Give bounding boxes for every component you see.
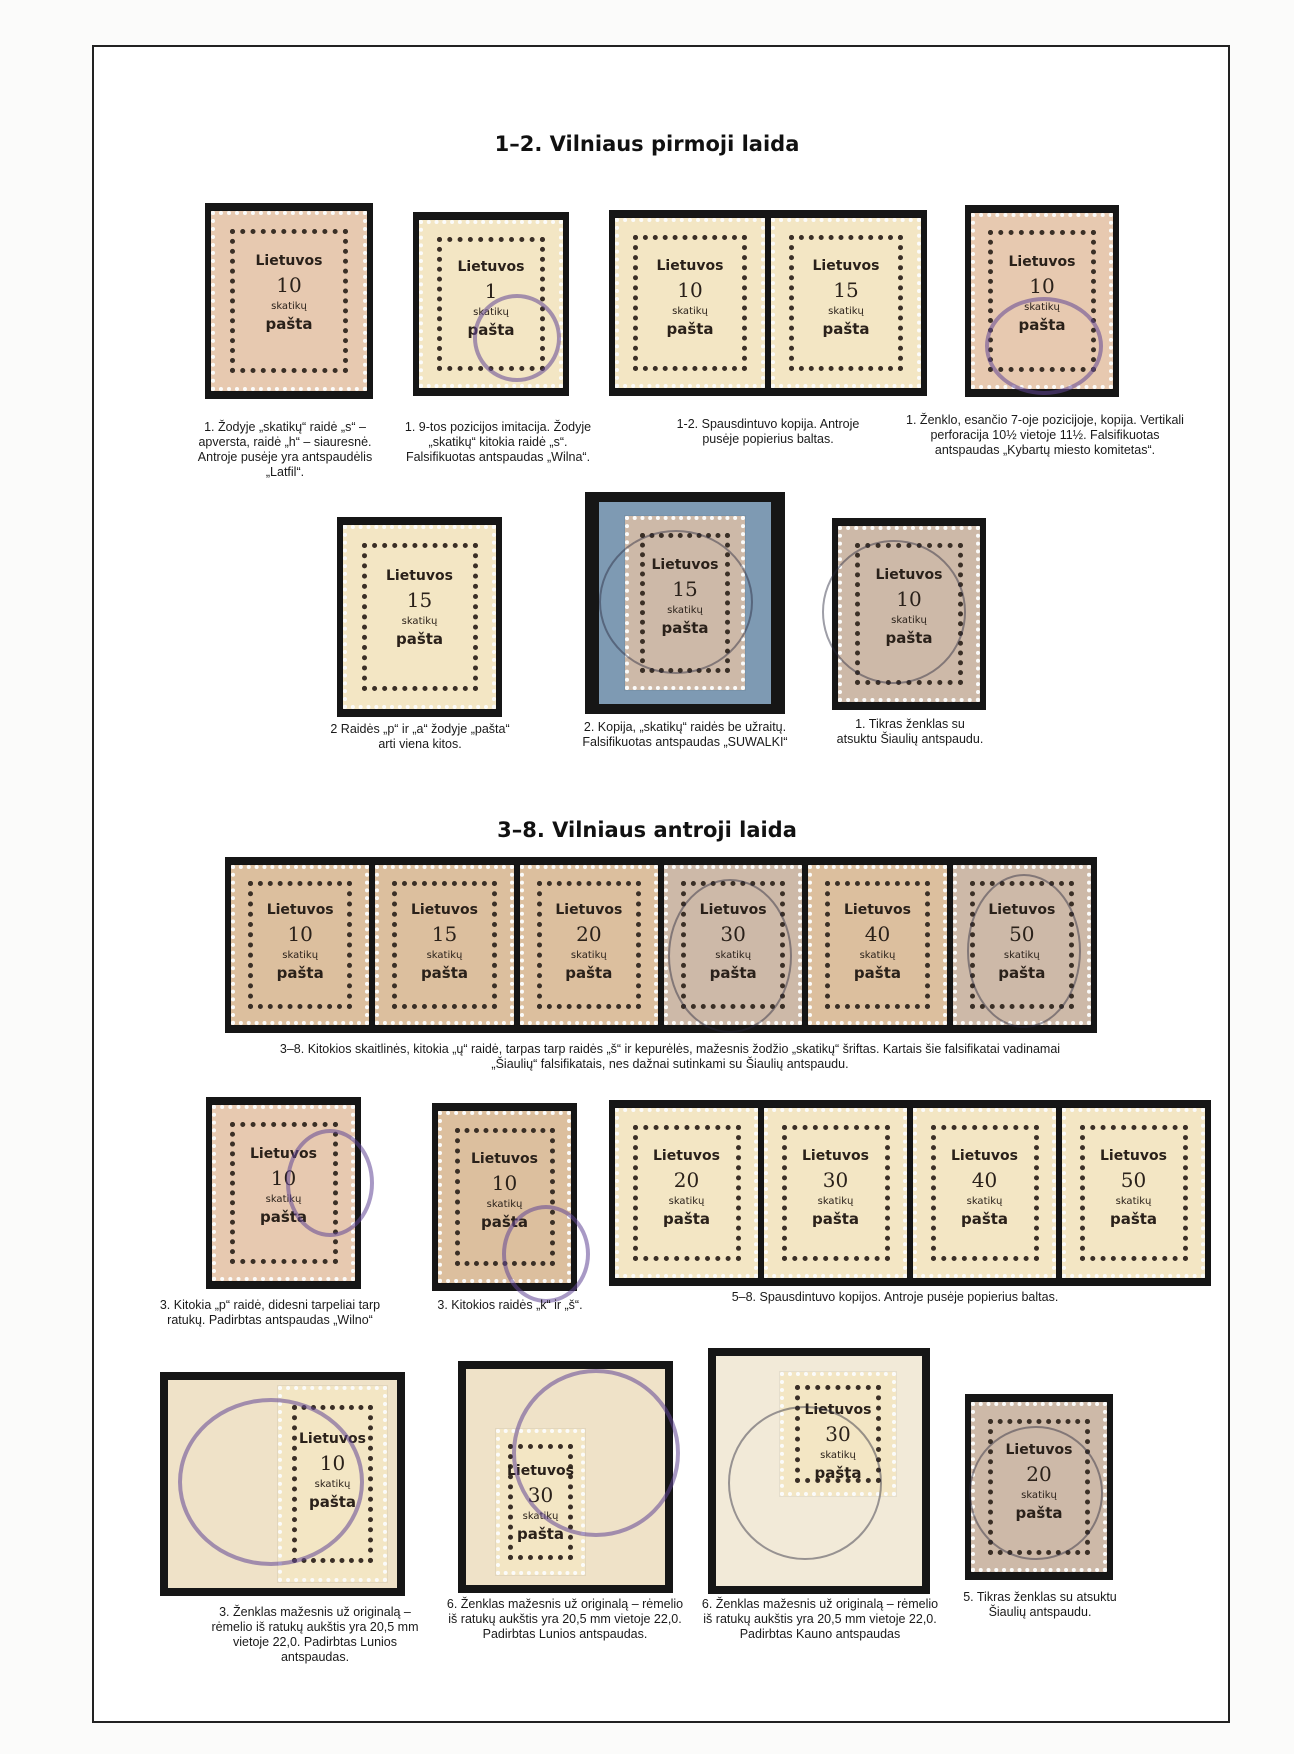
stamp (375, 865, 513, 1025)
stamp-unit: skatikų (401, 615, 438, 627)
stamp-denomination: 15 (672, 576, 698, 601)
stamp (971, 213, 1113, 389)
stamp-unit: skatikų (1021, 1489, 1057, 1501)
stamp-post: pašta (998, 964, 1046, 983)
stamp-post: pašta (1018, 315, 1066, 334)
stamp-post: pašta (811, 1209, 860, 1228)
stamp-denomination: 20 (576, 922, 602, 947)
stamp-post: pašta (661, 618, 709, 637)
stamp-unit: skatikų (820, 1449, 856, 1461)
stamp-unit: skatikų (486, 1199, 523, 1211)
strip-caption: 3–8. Kitokios skaitlinės, kitokia „ų“ raidė, tarpas tarp raidės „š“ ir kepurėlės, mažesnis žodžio „skatikų“ šriftas. Kartais šie falsifikatai vadinamai „Šiaulių“ falsifikatais, nes dažnai sutinkami su Šiaulių antspaudu. (279, 1042, 1061, 1071)
stamp-unit: skatikų (891, 614, 927, 626)
stamp-denomination: 15 (406, 587, 433, 612)
stamp-unit: skatikų (668, 1195, 705, 1207)
cancel-mark (969, 1426, 1103, 1560)
stamp (808, 865, 946, 1025)
cancel-mark (985, 297, 1103, 395)
stamp (913, 1108, 1056, 1278)
stamp (615, 1108, 758, 1278)
stamp-denomination: 30 (527, 1483, 554, 1508)
stamp-denomination: 15 (431, 922, 458, 947)
stamp-mount (832, 518, 986, 710)
stamp (419, 220, 563, 388)
stamp-post: pašta (276, 964, 324, 983)
stamp-country: Lietuvos (255, 252, 323, 269)
stamp-mount (432, 1103, 577, 1291)
stamp-mount (337, 517, 502, 717)
stamp-post: pašta (265, 314, 313, 333)
stamp-country: Lietuvos (875, 566, 943, 583)
stamp (771, 218, 921, 388)
stamp-post: pašta (516, 1525, 565, 1544)
stamp (625, 516, 745, 690)
caption: 1. Žodyje „skatikų“ raidė „s“ – apversta, raidė „h“ – siauresnė. Antroje pusėje yra antspaudėlis „Latfil“. (197, 420, 373, 479)
caption: 3. Kitokios raidės „k“ ir „š“. (437, 1298, 583, 1312)
stamp-post: pašta (467, 321, 515, 340)
stamp (1062, 1108, 1205, 1278)
caption: 3. Kitokia „p“ raidė, didesni tarpeliai tarp ratukų. Padirbtas antspaudas „Wilno“ (159, 1298, 381, 1327)
stamp-face (379, 902, 509, 982)
stamp-country: Lietuvos (555, 902, 623, 919)
cancel-mark (822, 540, 966, 684)
stamp-country: Lietuvos (1005, 1441, 1073, 1458)
stamp-country: Lietuvos (266, 902, 334, 919)
stamp-denomination: 10 (270, 1165, 297, 1190)
stamp-unit: skatikų (271, 300, 307, 312)
stamp-denomination: 40 (971, 1167, 998, 1192)
caption: 1. Tikras ženklas su atsuktu Šiaulių antspaudu. (836, 717, 984, 746)
stamp-unit: skatikų (522, 1511, 559, 1523)
stamp-unit: skatikų (667, 604, 703, 616)
stamp-denomination: 50 (1009, 922, 1035, 947)
stamp-mount (160, 1372, 405, 1596)
stamp-post: pašta (853, 964, 902, 983)
stamp-post: pašta (662, 1209, 711, 1228)
stamp-unit: skatikų (715, 950, 752, 962)
stamp-country: Lietuvos (471, 1151, 538, 1168)
stamp-post: pašta (709, 964, 757, 983)
caption: 3. Ženklas mažesnis už originalą – rėmelio iš ratukų aukštis yra 20,5 mm vietoje 22,0. Padirbtas Lunios antspaudas. (211, 1605, 419, 1664)
stamp-mount (205, 203, 373, 399)
stamp-denomination: 1 (484, 279, 498, 304)
stamp-mount (458, 1361, 673, 1593)
cancel-mark (512, 1369, 680, 1537)
stamp (520, 865, 658, 1025)
stamp-country: Lietuvos (651, 556, 719, 573)
stamp-mount (708, 1348, 930, 1594)
stamp-post: pašta (565, 964, 613, 983)
cancel-mark (502, 1205, 590, 1303)
stamp-face (235, 902, 365, 982)
stamp-unit: skatikų (426, 950, 463, 962)
caption: 2. Kopija, „skatikų“ raidės be užraitų. Falsifikuotas antspaudas „SUWALKI“ (582, 720, 788, 749)
stamp-country: Lietuvos (1008, 253, 1076, 270)
stamp-country: Lietuvos (656, 257, 724, 274)
cancel-mark (473, 294, 561, 382)
stamp-country: Lietuvos (411, 902, 478, 919)
stamp-post: pašta (308, 1493, 357, 1512)
stamp-country: Lietuvos (457, 259, 525, 276)
stamp-country: Lietuvos (653, 1147, 720, 1164)
stamp-country: Lietuvos (386, 567, 453, 584)
stamp-post: pašta (666, 319, 714, 338)
caption: 6. Ženklas mažesnis už originalą – rėmelio iš ratukų aukštis yra 20,5 mm vietoje 22,0. Padirbtas Lunios antspaudas. (446, 1597, 684, 1641)
stamp-face (775, 258, 917, 338)
caption: 5. Tikras ženklas su atsuktu Šiaulių antspaudu. (963, 1590, 1117, 1619)
stamp (211, 211, 367, 391)
section-title-second-issue: 3–8. Vilniaus antroji laida (497, 818, 797, 842)
stamp-denomination: 20 (1026, 1461, 1052, 1486)
stamp-country: Lietuvos (812, 257, 880, 274)
stamp-unit: skatikų (828, 305, 864, 317)
stamp-denomination: 20 (673, 1167, 700, 1192)
cancel-mark (286, 1129, 374, 1237)
cancel-mark (178, 1398, 364, 1566)
caption: 2 Raidės „p“ ir „a“ žodyje „pašta“ arti viena kitos. (330, 722, 510, 751)
stamp-unit: skatikų (966, 1195, 1003, 1207)
stamp-unit: skatikų (1024, 301, 1060, 313)
stamp (343, 525, 496, 709)
stamp-country: Lietuvos (951, 1147, 1018, 1164)
caption: 1-2. Spausdintuvo kopija. Antroje pusėje popierius baltas. (676, 417, 860, 446)
stamp-mount (206, 1097, 361, 1289)
stamp-denomination: 10 (1029, 273, 1055, 298)
stamp (438, 1111, 571, 1283)
stamp-face (812, 902, 942, 982)
stamp (953, 865, 1091, 1025)
stamp-denomination: 10 (491, 1171, 518, 1196)
cancel-mark (967, 874, 1081, 1028)
stamp-face (524, 902, 654, 982)
caption: 1. Ženklo, esančio 7-oje pozicijoje, kopija. Vertikali perforacija 10½ vietoje 11½. Falsifikuotas antspaudas „Kybartų miesto komitetas“. (906, 413, 1184, 457)
stamp-post: pašta (1015, 1503, 1063, 1522)
stamp-denomination: 50 (1120, 1167, 1147, 1192)
stamp-denomination: 30 (720, 922, 746, 947)
stamp (615, 218, 765, 388)
stamp-mount (965, 205, 1119, 397)
stamp-unit: skatikų (265, 1193, 302, 1205)
stamp (664, 865, 802, 1025)
stamp-country: Lietuvos (699, 902, 767, 919)
stamp-denomination: 15 (833, 277, 859, 302)
stamp-mount (965, 1394, 1113, 1580)
stamp-mount-strip (609, 1100, 1211, 1286)
stamp-post: pašta (259, 1207, 308, 1226)
stamp-unit: skatikų (473, 307, 509, 319)
stamp-face (215, 253, 363, 333)
stamp-country: Lietuvos (1100, 1147, 1167, 1164)
stamp-post: pašta (822, 319, 870, 338)
stamp-post: pašta (395, 629, 444, 648)
stamp-post: pašta (1109, 1209, 1158, 1228)
stamp-country: Lietuvos (802, 1147, 869, 1164)
caption: 6. Ženklas mažesnis už originalą – rėmelio iš ratukų aukštis yra 20,5 mm vietoje 22,0. Padirbtas Kauno antspaudas (701, 1597, 939, 1641)
stamp-unit: skatikų (314, 1479, 351, 1491)
stamp-denomination: 10 (276, 272, 302, 297)
stamp-mount-strip (225, 857, 1097, 1033)
stamp-denomination: 30 (825, 1421, 851, 1446)
stamp (212, 1105, 355, 1281)
stamp-country: Lietuvos (804, 1401, 872, 1418)
caption: 5–8. Spausdintuvo kopijos. Antroje pusėje popierius baltas. (731, 1290, 1059, 1304)
stamp-unit: skatikų (817, 1195, 854, 1207)
stamp-denomination: 10 (319, 1451, 346, 1476)
stamp-post: pašta (885, 628, 933, 647)
stamp-post: pašta (814, 1463, 862, 1482)
stamp-post: pašta (960, 1209, 1009, 1228)
caption: 1. 9-tos pozicijos imitacija. Žodyje „skatikų“ kitokia raidė „s“. Falsifikuotas antspaudas „Wilna“. (404, 420, 592, 464)
stamp-post: pašta (480, 1213, 529, 1232)
stamp-unit: skatikų (1115, 1195, 1152, 1207)
stamp-face (347, 568, 492, 648)
stamp-denomination: 40 (864, 922, 891, 947)
stamp-face (1066, 1148, 1201, 1228)
stamp-post: pašta (420, 964, 469, 983)
stamp (231, 865, 369, 1025)
stamp-face (768, 1148, 903, 1228)
section-title-first-issue: 1–2. Vilniaus pirmoji laida (494, 132, 800, 156)
stamp-country: Lietuvos (507, 1463, 574, 1480)
stamp-mount-pair (609, 210, 927, 396)
cancel-mark (599, 530, 753, 674)
stamp-face (917, 1148, 1052, 1228)
stamp-country: Lietuvos (299, 1431, 366, 1448)
stamp (971, 1402, 1107, 1572)
cancel-mark (728, 1406, 882, 1560)
cancel-mark (668, 879, 792, 1033)
stamp (838, 526, 980, 702)
stamp-unit: skatikų (570, 950, 607, 962)
stamp-country: Lietuvos (250, 1145, 317, 1162)
stamp (764, 1108, 907, 1278)
stamp-unit: skatikų (672, 305, 708, 317)
stamp-denomination: 30 (822, 1167, 849, 1192)
stamp-face (619, 258, 761, 338)
stamp-mount (585, 492, 785, 714)
stamp-country: Lietuvos (844, 902, 911, 919)
stamp-face (619, 1148, 754, 1228)
stamp-country: Lietuvos (988, 902, 1056, 919)
stamp-unit: skatikų (859, 950, 896, 962)
stamp-denomination: 10 (287, 922, 313, 947)
stamp-denomination: 10 (896, 586, 922, 611)
stamp-mount (413, 212, 569, 396)
stamp-unit: skatikų (1003, 950, 1040, 962)
stamp-denomination: 10 (677, 277, 703, 302)
stamp-unit: skatikų (282, 950, 319, 962)
